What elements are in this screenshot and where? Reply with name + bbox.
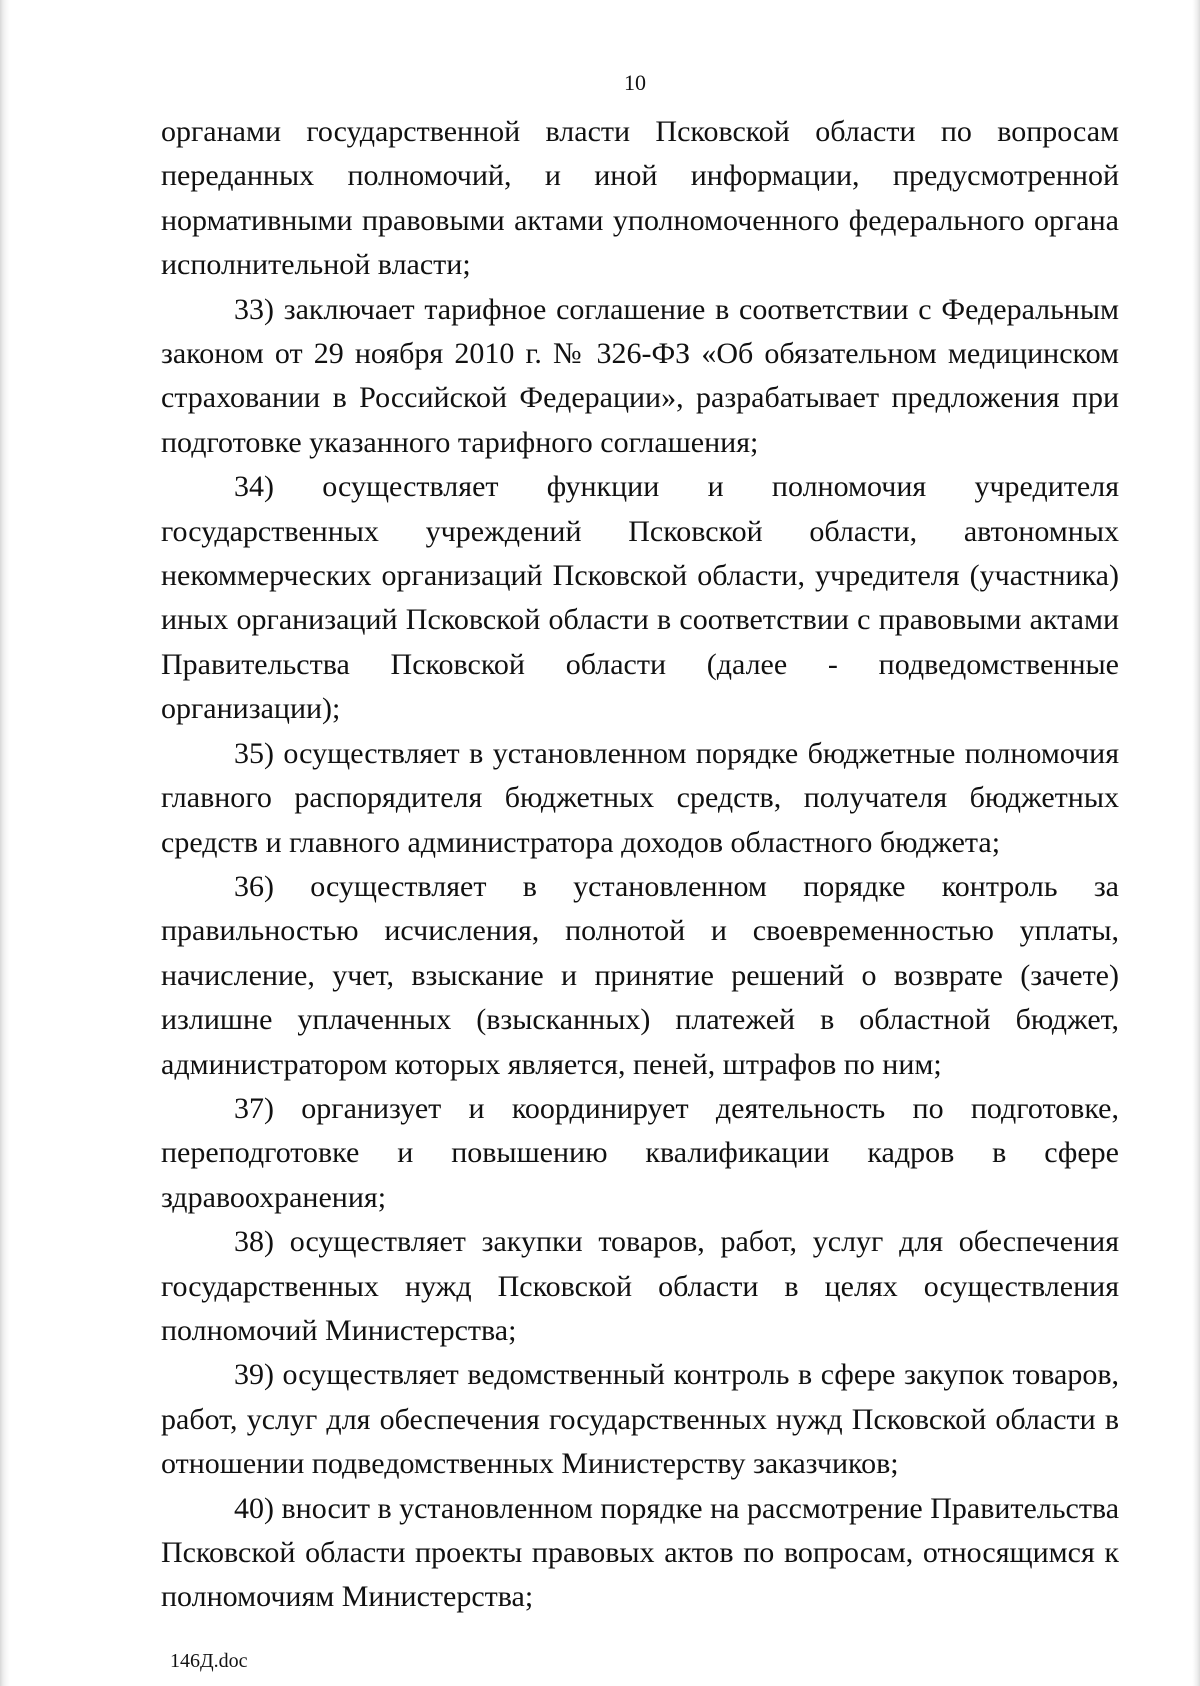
paragraph-item-39: 39) осуществляет ведомственный контроль в сфере закупок товаров, работ, услуг для обеспечения государственных нужд Псковской области в отношении подведомственных Министерству заказчиков; — [161, 1358, 1119, 1481]
paragraph-item-33: 33) заключает тарифное соглашение в соответствии с Федеральным законом от 29 ноября 2010 г. № 326-ФЗ «Об обязательном медицинском страховании в Российской Федерации», разрабатывает предложения при подготовке указанного тарифного соглашения; — [161, 292, 1119, 459]
paragraph-item-35: 35) осуществляет в установленном порядке бюджетные полномочия главного распорядителя бюджетных средств, получателя бюджетных средств и главного администратора доходов областного бюджета; — [161, 736, 1119, 859]
footer-filename: 146Д.doc — [170, 1650, 248, 1672]
paragraph-item-34: 34) осуществляет функции и полномочия учредителя государственных учреждений Псковской области, автономных некоммерческих организаций Псковской области, учредителя (участника) иных организаций Псковской области в соответствии с правовыми актами Правительства Псковской области (далее - подведомственные организации); — [161, 470, 1119, 726]
scan-edge-right — [1192, 0, 1200, 1686]
paragraph-item-37: 37) организует и координирует деятельность по подготовке, переподготовке и повышению квалификации кадров в сфере здравоохранения; — [161, 1091, 1119, 1214]
scan-edge-left — [0, 0, 10, 1686]
paragraph-item-38: 38) осуществляет закупки товаров, работ, услуг для обеспечения государственных нужд Псковской области в целях осуществления полномочий Министерства; — [161, 1225, 1119, 1347]
paragraph-item-40: 40) вносит в установленном порядке на рассмотрение Правительства Псковской области проекты правовых актов по вопросам, относящимся к полномочиям Министерства; — [161, 1491, 1120, 1614]
paragraph-item-36: 36) осуществляет в установленном порядке контроль за правильностью исчисления, полнотой и своевременностью уплаты, начисление, учет, взыскание и принятие решений о возврате (зачете) излишне уплаченных (взысканных) платежей в областной бюджет, администратором которых является, пеней, штрафов по ним; — [161, 869, 1119, 1081]
paragraph-continuation: органами государственной власти Псковской области по вопросам переданных полномочий, и иной информации, предусмотренной нормативными правовыми актами уполномоченного федерального органа исполнительной власти; — [161, 115, 1119, 282]
document-body — [161, 110, 1119, 1620]
page-number: 10 — [624, 70, 646, 95]
